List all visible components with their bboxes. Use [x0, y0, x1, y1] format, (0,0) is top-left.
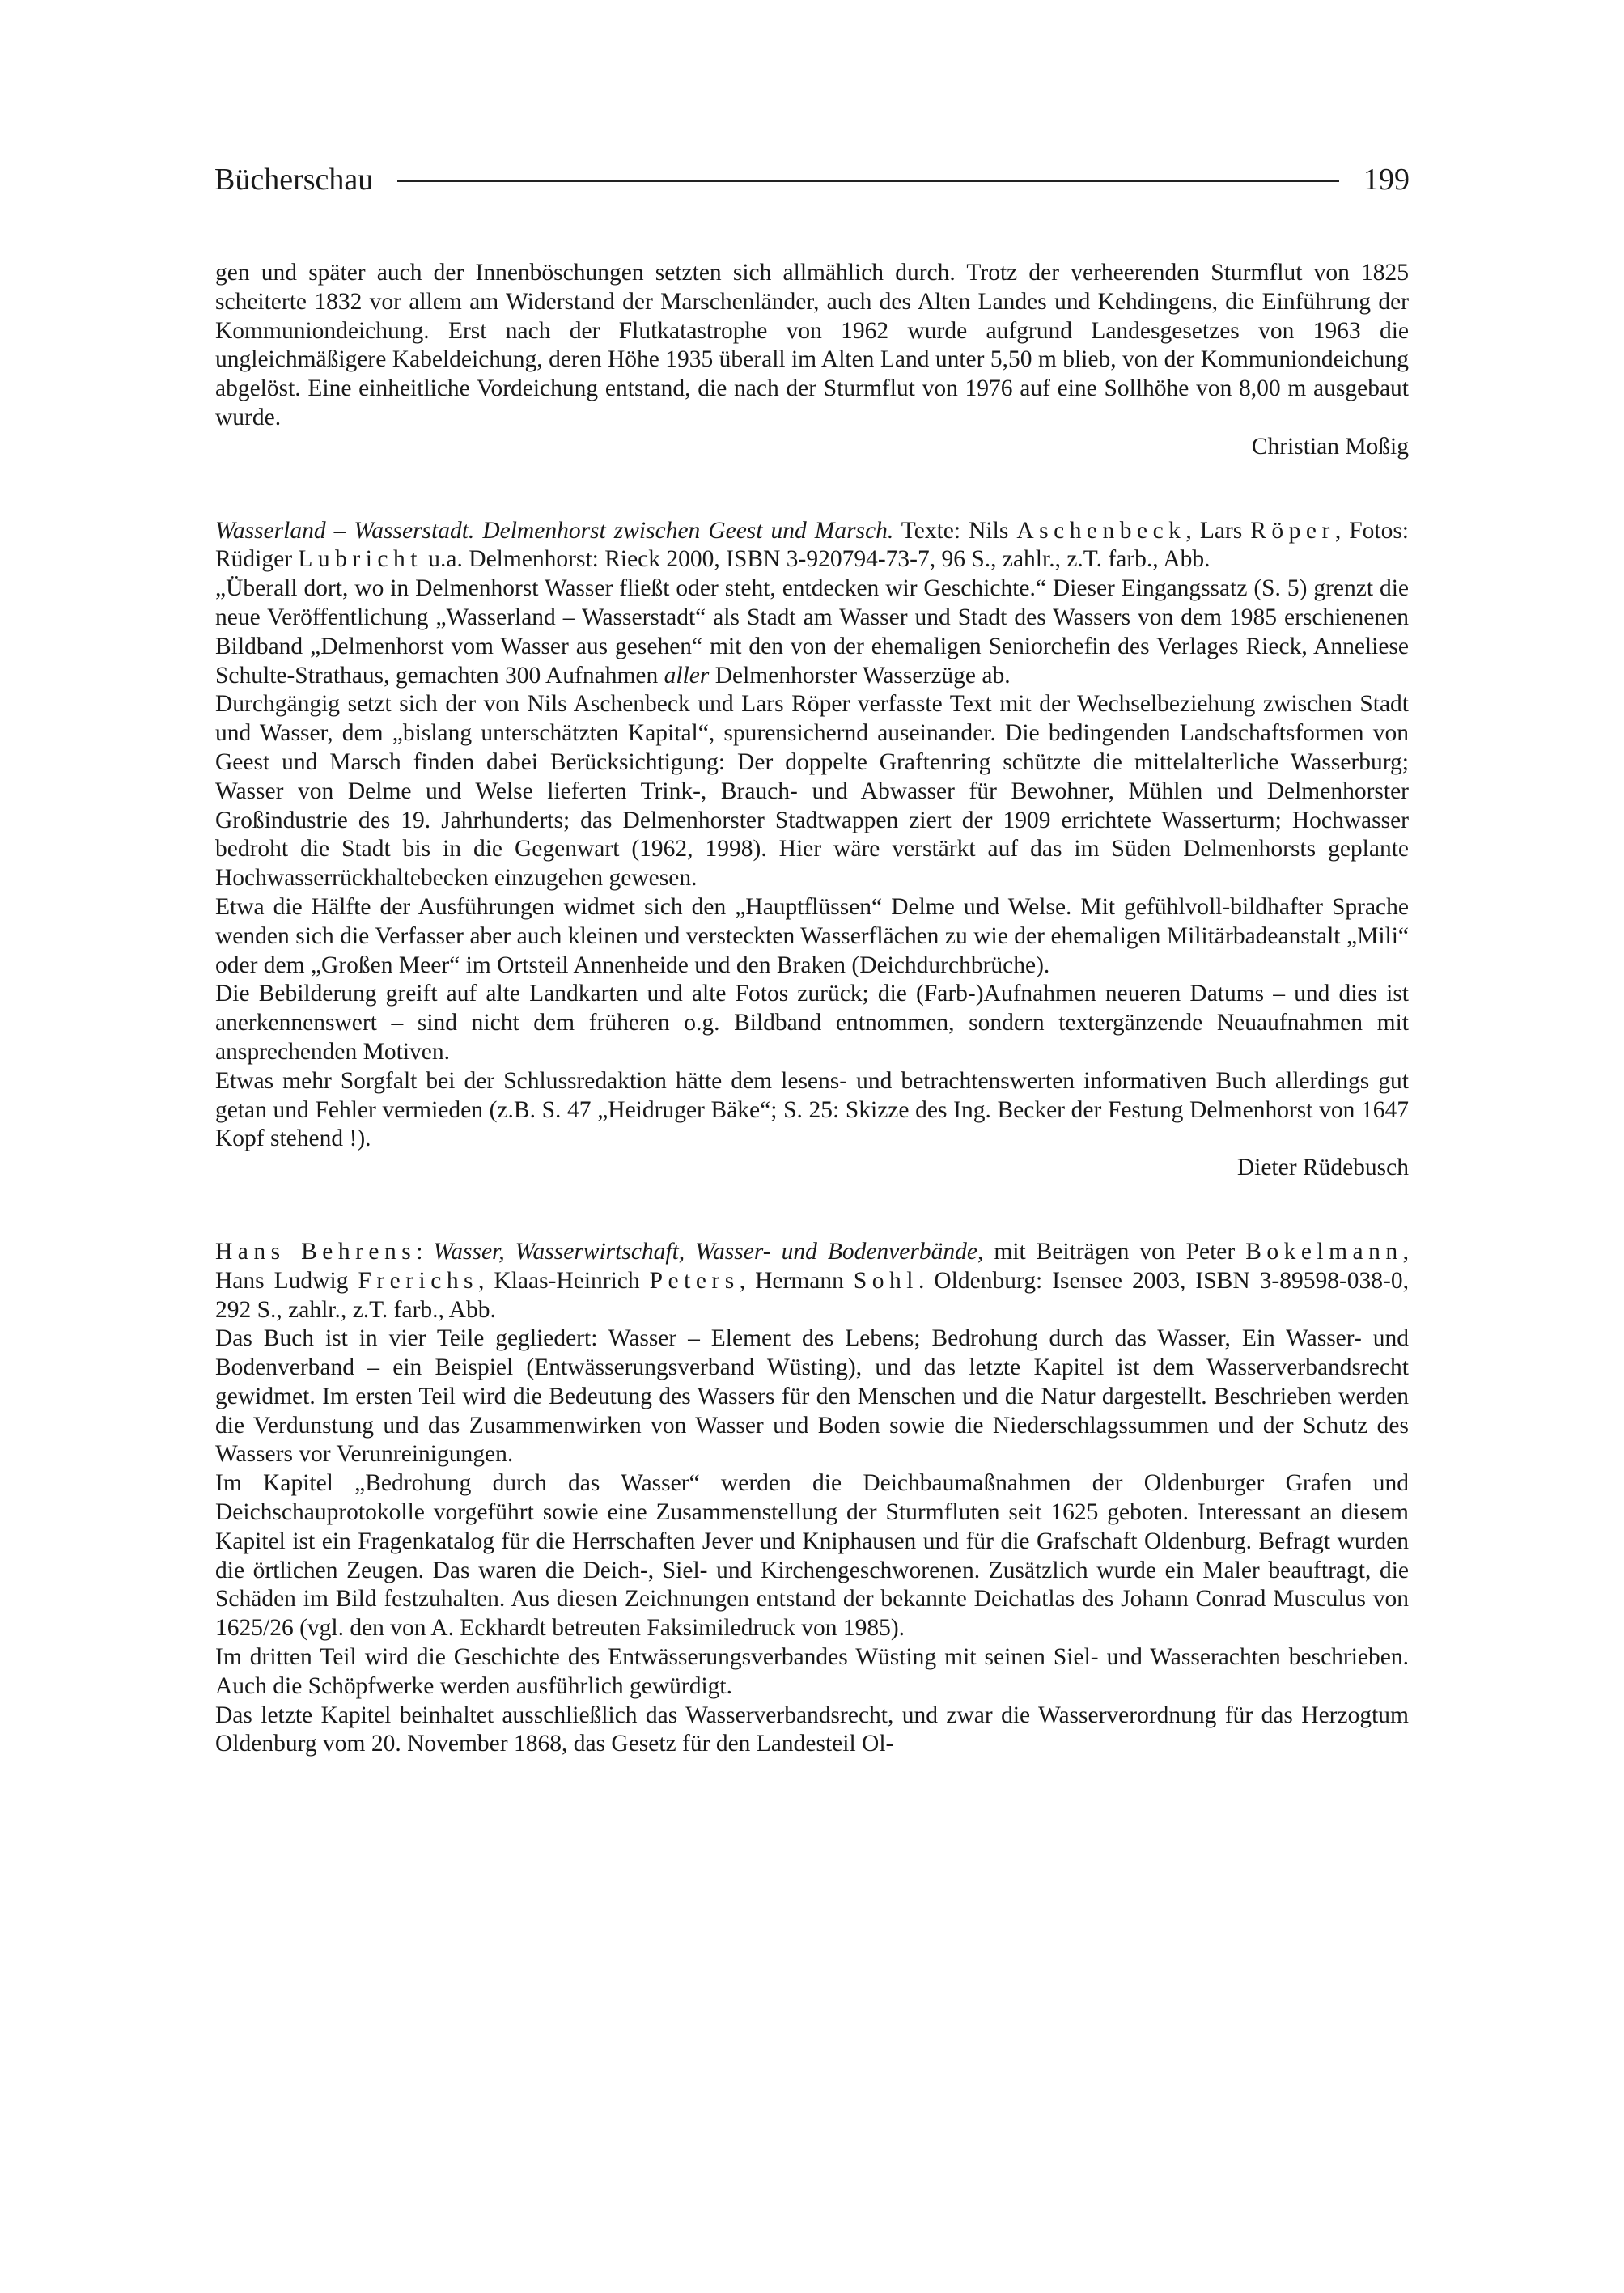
author-name: Frerichs — [358, 1267, 479, 1294]
review-paragraph: Durchgängig setzt sich der von Nils Aschenbeck und Lars Röper verfasste Text mit der Wechselbeziehung zwischen Stadt und Wasser, dem „bislang unterschätzten Kapital“, spurensichernd auseinander. Die bedingenden Landschaftsformen von Geest und Marsch finden dabei Berücksichtigung: Der doppelte Graftenring schützte die mittelalterliche Wasserburg; Wasser von Delme und Welse lieferten Trink-, Brauch- und Abwasser für Bewohner, Mühlen und Delmenhorster Großindustrie des 19. Jahrhunderts; das Delmenhorster Stadtwappen ziert der 1909 errichtete Wasserturm; Hochwasser bedroht die Stadt bis in die Gegenwart (1962, 1998). Hier wäre verstärkt auf das im Süden Delmenhorsts geplante Hochwasserrückhaltebecken einzugehen gewesen. — [215, 691, 1409, 892]
review-paragraph: Etwa die Hälfte der Ausführungen widmet sich den „Hauptflüssen“ Delme und Welse. Mit gefühlvoll-bildhafter Sprache wenden sich die Verfasser aber auch kleinen und versteckten Wasserflächen zu wie der ehemaligen Militärbadeanstalt „Mili“ oder dem „Großen Meer“ im Ortsteil Annenheide und den Braken (Deichdurchbrüche). — [215, 893, 1409, 978]
review-paragraph: „Überall dort, wo in Delmenhorst Wasser fließt oder steht, entdecken wir Geschichte.“ Dieser Eingangssatz (S. 5) grenzt die neue Veröffentlichung „Wasserland – Wasserstadt“ als Stadt am Wasser und Stadt des Wassers von dem 1985 erschienenen Bildband „Delmenhorst vom Wasser aus gesehen“ mit den von der ehemaligen Seniorchefin des Verlages Rieck, Anneliese Schulte-Strathaus, gemachten 300 Aufnahmen aller Delmenhorster Wasserzüge ab. — [215, 575, 1409, 689]
review-paragraph: Etwas mehr Sorgfalt bei der Schlussredaktion hätte dem lesens- und betrachtenswerten informativen Buch allerdings gut getan und Fehler vermieden (z.B. S. 47 „Heidruger Bäke“; S. 25: Skizze des Ing. Becker der Festung Delmenhorst von 1647 Kopf stehend !). — [215, 1067, 1409, 1152]
review-wasserwirtschaft — [215, 1238, 1409, 1759]
author-name: Lubricht — [298, 546, 422, 573]
continuation-paragraph: gen und später auch der Innenböschungen setzten sich allmählich durch. Trotz der verheerenden Sturmflut von 1825 scheiterte 1832 vor allem am Widerstand der Marschenländer, auch des Alten Landes und Kehdingens, die Einführung der Kommuniondeichung. Erst nach der Flutkatastrophe von 1962 wurde aufgrund Landesgesetzes von 1963 die ungleichmäßigere Kabeldeichung, deren Höhe 1935 überall im Alten Land unter 5,50 m blieb, von der Kommuniondeichung abgelöst. Eine einheitliche Vordeichung entstand, die nach der Sturmflut von 1976 auf eine Sollhöhe von 8,00 m ausgebaut wurde. — [215, 260, 1409, 430]
bibliographic-entry: Wasserland – Wasserstadt. Delmenhorst zwischen Geest und Marsch. Texte: Nils Aschenbeck, Lars Röper, Fotos: Rüdiger Lubricht u.a. Delmenhorst: Rieck 2000, ISBN 3-920794-73-7, 96 S., zahlr., z.T. farb., Abb. — [215, 517, 1409, 573]
review-paragraph: Im dritten Teil wird die Geschichte des Entwässerungsverbandes Wüsting mit seinen Siel- und Wasserachten beschrieben. Auch die Schöpfwerke werden ausführlich gewürdigt. — [215, 1644, 1409, 1699]
review-paragraph: Die Bebilderung greift auf alte Landkarten und alte Fotos zurück; die (Farb-)Aufnahmen neueren Datums – und dies ist anerkennenswert – sind nicht dem früheren o.g. Bildband entnommen, sondern textergänzende Neuaufnahmen mit ansprechenden Motiven. — [215, 981, 1409, 1065]
header-rule — [397, 180, 1339, 182]
page-content — [215, 259, 1409, 1759]
author-name: Bokelmann — [1245, 1238, 1403, 1265]
running-header — [214, 164, 1410, 195]
author-name: Hans Behrens — [215, 1238, 417, 1265]
continuation-section — [215, 259, 1409, 462]
book-title: Wasser, Wasserwirtschaft, Wasser- und Bodenverbände, — [433, 1238, 984, 1265]
reviewer-signature: Dieter Rüdebusch — [1236, 1155, 1409, 1181]
author-name: Aschenbeck — [1016, 517, 1186, 544]
review-paragraph: Das Buch ist in vier Teile gegliedert: Wasser – Element des Lebens; Bedrohung durch das Wasser, Ein Wasser- und Bodenverband – ein Beispiel (Entwässerungsverband Wüsting), und das letzte Kapitel ist dem Wasserverbandsrecht gewidmet. Im ersten Teil wird die Bedeutung des Wassers für den Menschen und die Natur dargestellt. Beschrieben werden die Verdunstung und das Zusammenwirken von Wasser und Boden sowie die Niederschlagssummen und der Schutz des Wassers vor Verunreinigungen. — [215, 1325, 1409, 1468]
book-title: Wasserland – Wasserstadt. Delmenhorst zwischen Geest und Marsch. — [215, 517, 894, 544]
author-name: Peters — [649, 1267, 740, 1294]
review-paragraph: Im Kapitel „Bedrohung durch das Wasser“ werden die Deichbaumaßnahmen der Oldenburger Grafen und Deichschauprotokolle vorgeführt sowie eine Zusammenstellung der Sturmfluten seit 1625 geboten. Interessant an diesem Kapitel ist ein Fragenkatalog für die Herrschaften Jever und Kniphausen und für die Grafschaft Oldenburg. Befragt wurden die örtlichen Zeugen. Das waren die Deich-, Siel- und Kirchengeschworenen. Zusätzlich wurde ein Maler beauftragt, die Schäden im Bild festzuhalten. Aus diesen Zeichnungen entstand der bekannte Deichatlas des Johann Conrad Musculus von 1625/26 (vgl. den von A. Eckhardt betreuten Faksimiledruck von 1985). — [215, 1470, 1409, 1642]
review-delmenhorst — [215, 517, 1409, 1183]
header-title: Bücherschau — [214, 163, 374, 197]
reviewer-signature: Christian Moßig — [1251, 433, 1409, 460]
bibliographic-entry: Hans Behrens: Wasser, Wasserwirtschaft, Wasser- und Bodenverbände, mit Beiträgen von Peter Bokelmann, Hans Ludwig Frerichs, Klaas-Heinrich Peters, Hermann Sohl. Oldenburg: Isensee 2003, ISBN 3-89598-038-0, 292 S., zahlr., z.T. farb., Abb. — [215, 1238, 1410, 1323]
author-name: Sohl — [853, 1267, 918, 1294]
page-number: 199 — [1363, 163, 1410, 197]
author-name: Röper — [1250, 517, 1335, 544]
review-paragraph: Das letzte Kapitel beinhaltet ausschließlich das Wasserverbandsrecht, und zwar die Wasserverordnung für das Herzogtum Oldenburg vom 20. November 1868, das Gesetz für den Landesteil Ol- — [215, 1702, 1409, 1757]
